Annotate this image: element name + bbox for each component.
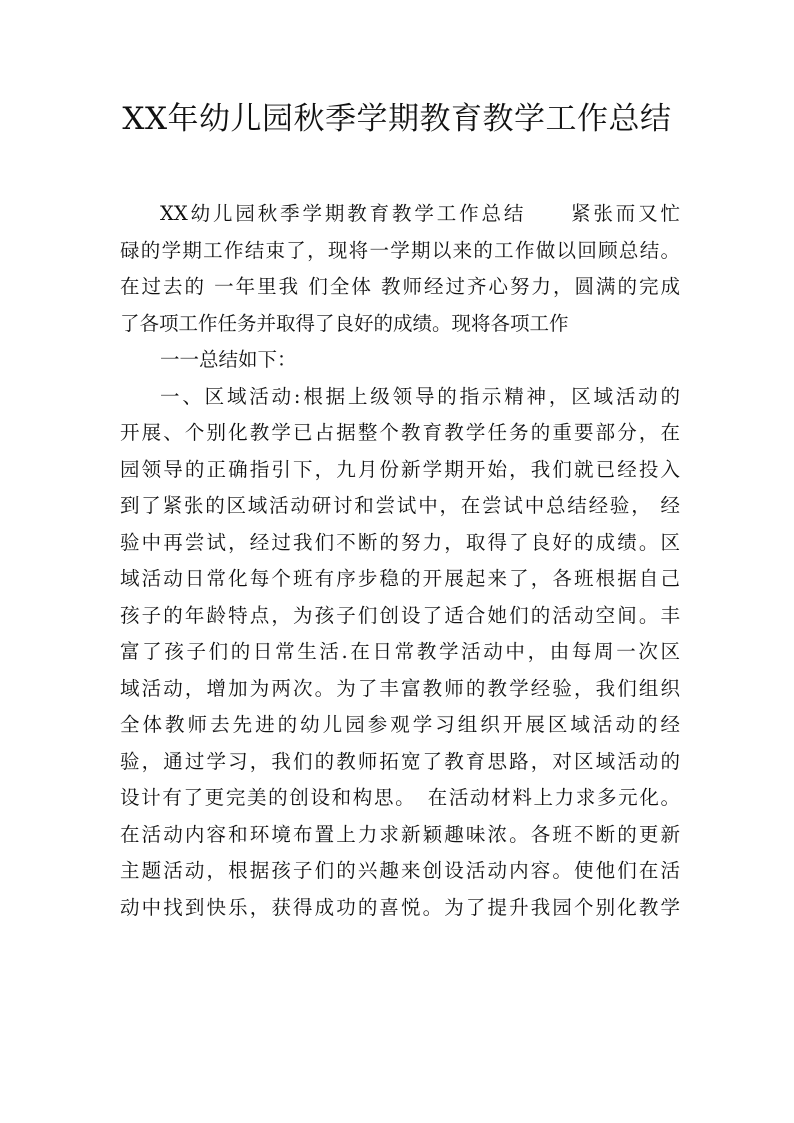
- body-line: 富了孩子们的日常生活.在日常教学活动中，由每周一次区: [120, 640, 680, 663]
- document-title: XX年幼儿园秋季学期教育教学工作总结: [122, 101, 672, 137]
- body-line: 主题活动，根据孩子们的兴趣来创设活动内容。使他们在活: [120, 859, 680, 882]
- body-line: 了各项工作任务并取得了良好的成绩。现将各项工作: [120, 311, 569, 335]
- body-line: 孩子的年龄特点，为孩子们创设了适合她们的活动空间。丰: [120, 603, 680, 627]
- body-line: 域活动，增加为两次。为了丰富教师的教学经验，我们组织: [120, 676, 680, 700]
- body-line: 域活动日常化每个班有序步稳的开展起来了，各班根据自己: [120, 567, 680, 590]
- body-line: 园领导的正确指引下，九月份新学期开始，我们就已经投入: [120, 457, 680, 481]
- body-line: 在活动内容和环境布置上力求新颖趣味浓。各班不断的更新: [120, 822, 680, 846]
- body-line: 在过去的 一年里我 们全体 教师经过齐心努力，圆满的完成: [120, 275, 680, 298]
- body-line: 全体教师去先进的幼儿园参观学习组织开展区域活动的经: [120, 713, 680, 736]
- body-line: 验中再尝试，经过我们不断的努力，取得了良好的成绩。区: [120, 530, 680, 554]
- body-line: 碌的学期工作结束了，现将一学期以来的工作做以回顾总结。: [120, 238, 680, 262]
- body-line: 开展、个别化教学已占据整个教育教学任务的重要部分，在: [120, 421, 680, 444]
- body-line: XX幼儿园秋季学期教育教学工作总结 紧张而又忙: [160, 202, 680, 225]
- body-line: 设计有了更完美的创设和构思。 在活动材料上力求多元化。: [120, 786, 680, 809]
- body-line: 到了紧张的区域活动研讨和尝试中，在尝试中总结经验， 经: [120, 494, 680, 517]
- body-line: 一一总结如下：: [160, 348, 297, 371]
- body-line: 验，通过学习，我们的教师拓宽了教育思路，对区域活动的: [120, 749, 680, 773]
- body-line: 动中找到快乐，获得成功的喜悦。为了提升我园个别化教学: [120, 895, 680, 919]
- document-body: [120, 196, 680, 926]
- body-line: 一、区域活动:根据上级领导的指示精神，区域活动的: [160, 384, 680, 408]
